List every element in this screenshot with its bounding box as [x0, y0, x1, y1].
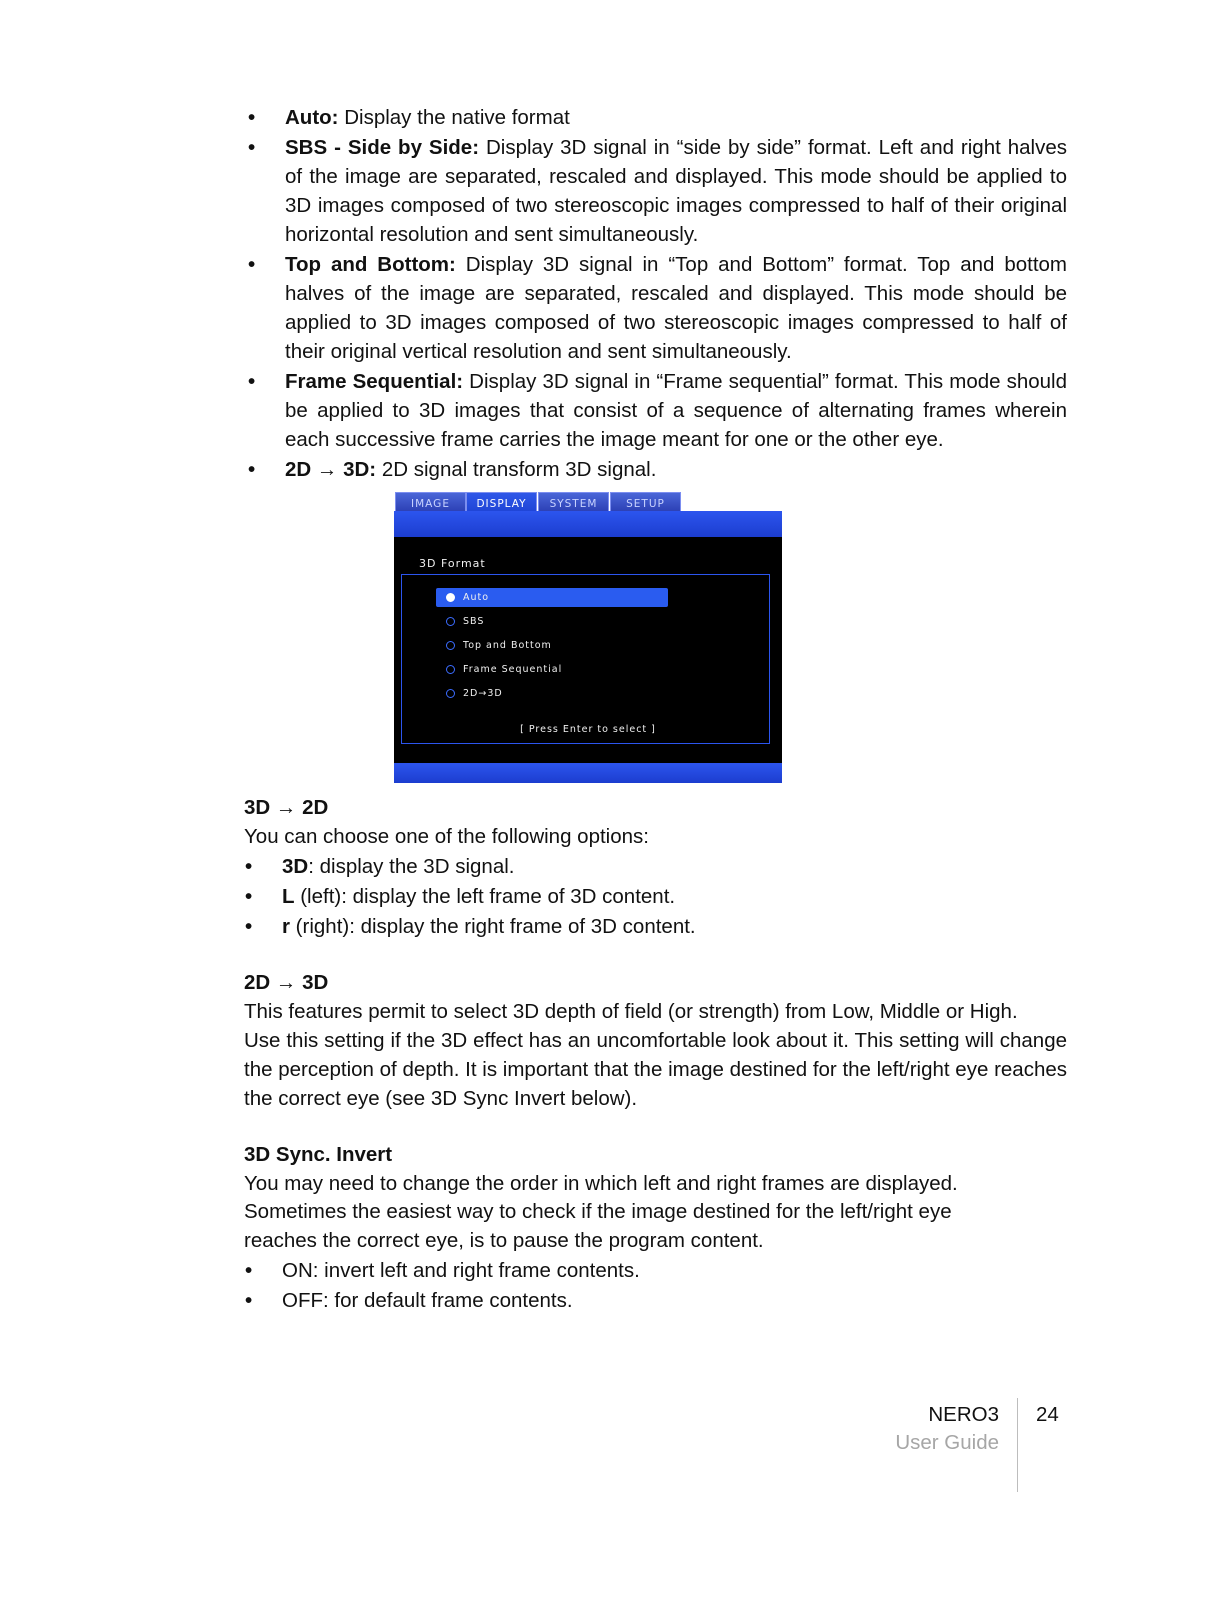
- section-body-line: You may need to change the order in which left and right frames are displayed.: [244, 1172, 958, 1195]
- footer-product-name: NERO3: [928, 1403, 999, 1426]
- bullet: •: [245, 1259, 253, 1282]
- description: OFF: for default frame contents.: [282, 1289, 573, 1312]
- footer-document-name: User Guide: [895, 1431, 999, 1454]
- bullet: •: [248, 253, 256, 276]
- page-number: 24: [1036, 1403, 1059, 1426]
- radio-icon: [446, 641, 455, 650]
- 3d-format-options-list: [248, 103, 1068, 485]
- term: L: [282, 885, 295, 908]
- list-item: [245, 852, 1067, 881]
- term: Frame Sequential:: [285, 370, 464, 393]
- section-body-line: Sometimes the easiest way to check if the image destined for the left/right eye: [244, 1200, 952, 1223]
- option-label: Auto: [463, 592, 490, 603]
- list-item: [248, 250, 1067, 366]
- term: SBS - Side by Side:: [285, 136, 480, 159]
- sync-invert-options-list: [245, 1256, 1067, 1315]
- osd-hint-text: [ Press Enter to select ]: [520, 724, 656, 735]
- term: r: [282, 915, 290, 938]
- tab-image[interactable]: IMAGE: [395, 492, 466, 512]
- bullet: •: [245, 915, 253, 938]
- bullet: •: [248, 136, 256, 159]
- footer-divider: [1017, 1398, 1018, 1492]
- 3d-to-2d-options-list: [245, 852, 1067, 941]
- term: 3D: [282, 855, 309, 878]
- list-item: [245, 882, 1067, 911]
- osd-tab-bar: [394, 492, 782, 512]
- osd-option-2d-to-3d[interactable]: [436, 684, 668, 703]
- bullet: •: [248, 458, 256, 481]
- description: Display 3D signal in “Frame sequential” format. This mode should be applied to 3D images that consist of a sequence of alternating frames wherein each successive frame carries the image meant for one or the other eye.: [285, 370, 1068, 451]
- bullet: •: [248, 370, 256, 393]
- section-heading-3d-sync-invert: 3D Sync. Invert: [244, 1143, 393, 1166]
- section-intro: You can choose one of the following options:: [244, 825, 649, 848]
- option-label: SBS: [463, 616, 485, 627]
- radio-icon: [446, 689, 455, 698]
- list-item: [245, 1256, 1067, 1285]
- description: : display the 3D signal.: [308, 855, 515, 878]
- tab-display[interactable]: DISPLAY: [466, 492, 537, 512]
- radio-icon: [446, 617, 455, 626]
- list-item: [248, 103, 1067, 132]
- section-heading-2d-to-3d: 2D → 3D: [244, 971, 329, 994]
- section-body: Use this setting if the 3D effect has an uncomfortable look about it. This setting will change the perception of depth. It is important that the image destined for the left/right eye reaches the correct eye (see 3D Sync Invert below).: [244, 1029, 1067, 1110]
- section-body-line: reaches the correct eye, is to pause the program content.: [244, 1229, 764, 1252]
- radio-icon: [446, 665, 455, 674]
- osd-option-sbs[interactable]: [436, 612, 668, 631]
- osd-menu-screenshot: [394, 492, 782, 783]
- bullet: •: [245, 885, 253, 908]
- description: (right): display the right frame of 3D content.: [289, 915, 696, 938]
- osd-option-frame-sequential[interactable]: [436, 660, 668, 679]
- term: Auto:: [285, 106, 339, 129]
- term: 2D → 3D:: [285, 458, 377, 481]
- description: Display 3D signal in “Top and Bottom” format. Top and bottom halves of the image are separated, rescaled and displayed. This mode should be applied to 3D images composed of two stereoscopic images compressed to half of their original vertical resolution and sent simultaneously.: [285, 253, 1067, 363]
- osd-menu-title: 3D Format: [419, 557, 486, 570]
- term: Top and Bottom:: [285, 253, 456, 276]
- bullet: •: [245, 1289, 253, 1312]
- radio-selected-icon: [446, 593, 455, 602]
- description: 2D signal transform 3D signal.: [376, 458, 657, 481]
- option-label: Top and Bottom: [463, 640, 552, 651]
- osd-header-band: [394, 511, 782, 537]
- tab-system[interactable]: SYSTEM: [538, 492, 609, 512]
- tab-setup[interactable]: SETUP: [610, 492, 681, 512]
- osd-option-auto[interactable]: [436, 588, 668, 607]
- bullet: •: [245, 855, 253, 878]
- list-item: [248, 133, 1067, 249]
- description: Display 3D signal in “side by side” format. Left and right halves of the image are separated, rescaled and displayed. This mode should be applied to 3D images composed of two stereoscopic images compressed to half of their original horizontal resolution and sent simultaneously.: [285, 136, 1067, 246]
- osd-option-top-and-bottom[interactable]: [436, 636, 668, 655]
- description: Display the native format: [338, 106, 570, 129]
- option-label: Frame Sequential: [463, 664, 563, 675]
- description: (left): display the left frame of 3D content.: [294, 885, 676, 908]
- list-item: [245, 912, 1067, 941]
- bullet: •: [248, 106, 256, 129]
- section-first-line: This features permit to select 3D depth of field (or strength) from Low, Middle or High.: [244, 1000, 1018, 1023]
- section-heading-3d-to-2d: 3D → 2D: [244, 796, 329, 819]
- list-item: [245, 1286, 1067, 1315]
- osd-footer-band: [394, 763, 782, 783]
- description: ON: invert left and right frame contents.: [282, 1259, 640, 1282]
- option-label: 2D→3D: [463, 688, 503, 699]
- list-item: [248, 367, 1068, 454]
- list-item: [248, 455, 1067, 484]
